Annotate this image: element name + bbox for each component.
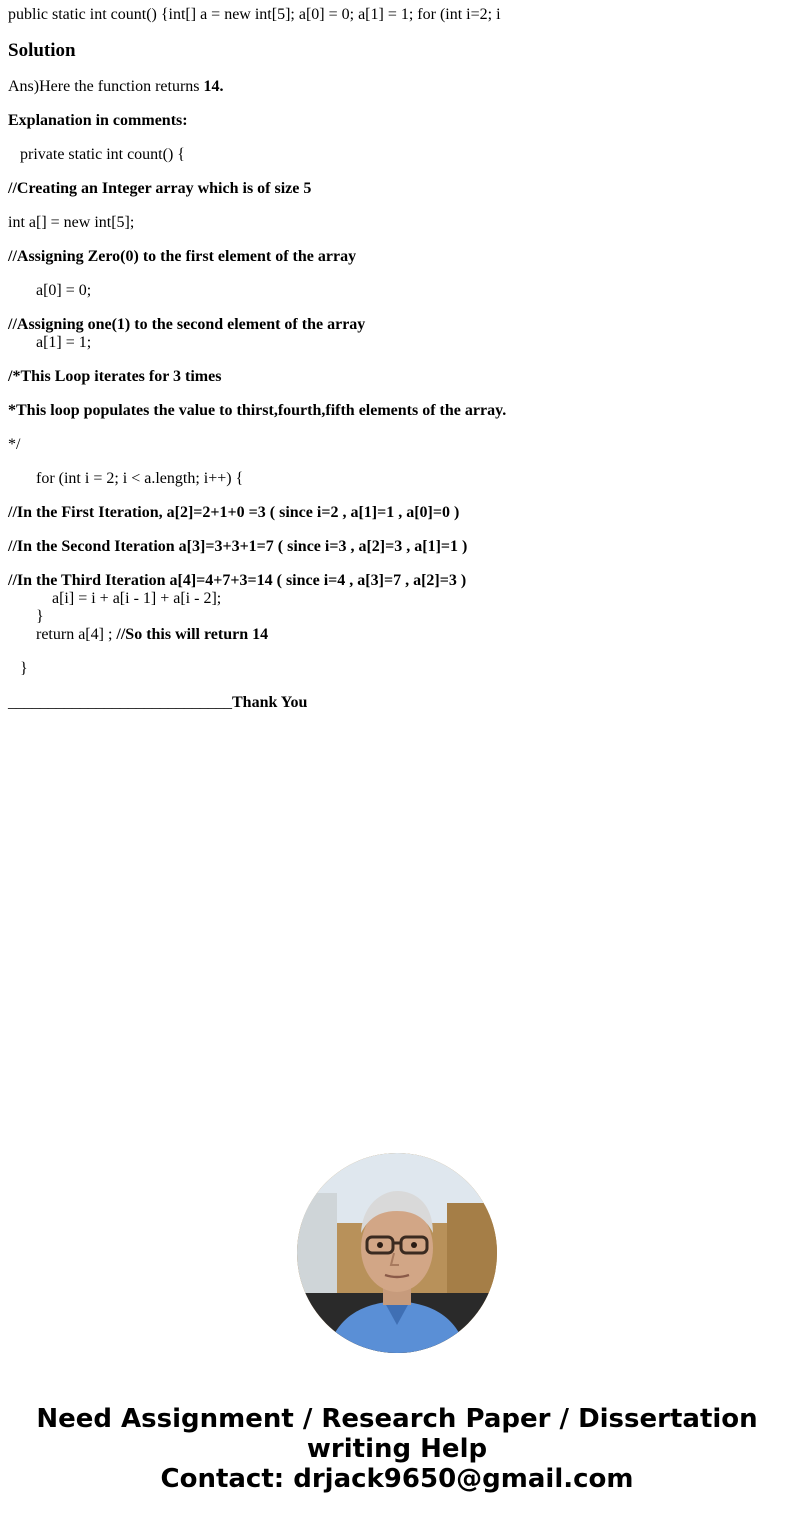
code-signature: private static int count() { xyxy=(20,146,185,163)
avatar xyxy=(297,1153,497,1353)
comment-iter-second: //In the Second Iteration a[3]=3+3+1=7 ( since i=3 , a[2]=3 , a[1]=1 ) xyxy=(8,538,468,555)
document-body xyxy=(8,0,788,712)
answer-prefix: Ans)Here the function returns xyxy=(8,78,204,95)
comment-iter-third: //In the Third Iteration a[4]=4+7+3=14 ( since i=4 , a[3]=7 , a[2]=3 ) xyxy=(8,572,467,589)
avatar-portrait xyxy=(297,1153,497,1353)
code-return-stmt: return a[4] ; xyxy=(36,626,117,643)
closing-rule: ____________________________ xyxy=(8,694,232,711)
comment-loop-end: */ xyxy=(8,436,21,453)
comment-zero: //Assigning Zero(0) to the first element of the array xyxy=(8,248,357,265)
solution-heading: Solution xyxy=(8,40,76,61)
code-assign-one: a[1] = 1; xyxy=(36,334,92,351)
thank-you-text: Thank You xyxy=(232,694,308,711)
code-loop-body: a[i] = i + a[i - 1] + a[i - 2]; xyxy=(52,590,222,607)
comment-create: //Creating an Integer array which is of size 5 xyxy=(8,180,312,197)
contact-footer xyxy=(0,1404,794,1494)
code-return-line xyxy=(8,626,788,644)
footer-line-1: Need Assignment / Research Paper / Dissertation xyxy=(36,1404,758,1434)
code-array-decl: int a[] = new int[5]; xyxy=(8,214,135,231)
footer-contact: Contact: drjack9650@gmail.com xyxy=(160,1464,634,1494)
comment-iter-first: //In the First Iteration, a[2]=2+1+0 =3 ( since i=2 , a[1]=1 , a[0]=0 ) xyxy=(8,504,460,521)
code-loop-close: } xyxy=(36,608,44,625)
comment-loop-2: *This loop populates the value to thirst,fourth,fifth elements of the array. xyxy=(8,402,507,419)
answer-line xyxy=(8,78,788,96)
code-for-loop: for (int i = 2; i < a.length; i++) { xyxy=(36,470,244,487)
comment-loop-1: /*This Loop iterates for 3 times xyxy=(8,368,222,385)
code-method-close: } xyxy=(20,660,28,677)
question-text: public static int count() {int[] a = new int[5]; a[0] = 0; a[1] = 1; for (int i=2; i xyxy=(8,6,501,23)
closing-line xyxy=(8,694,788,712)
comment-one: //Assigning one(1) to the second element of the array xyxy=(8,316,366,333)
comment-return: //So this will return 14 xyxy=(116,626,269,643)
explanation-heading: Explanation in comments: xyxy=(8,112,188,129)
answer-value: 14. xyxy=(203,78,224,95)
footer-line-2: writing Help xyxy=(306,1434,488,1464)
code-assign-zero: a[0] = 0; xyxy=(36,282,92,299)
